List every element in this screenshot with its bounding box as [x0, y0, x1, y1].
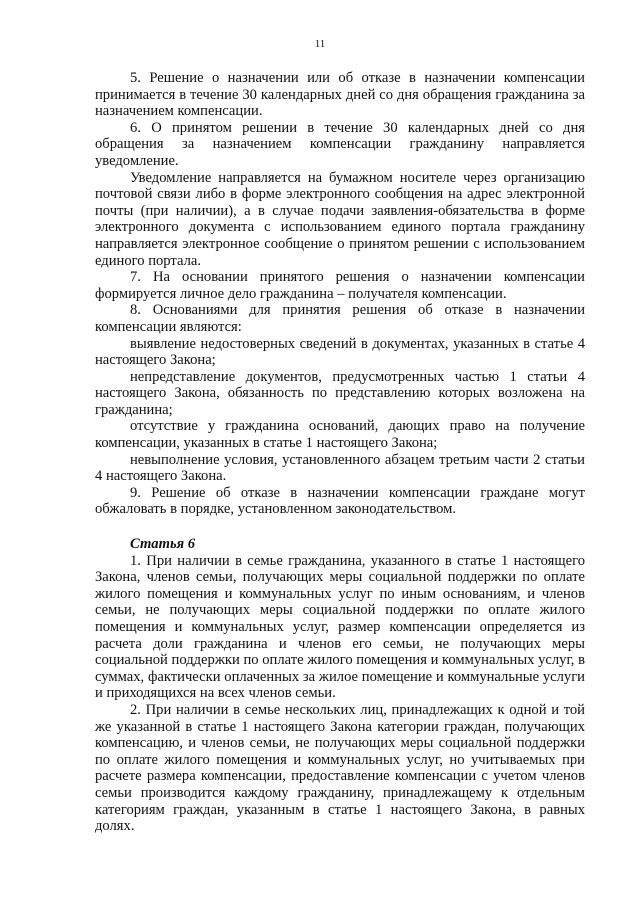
- article-heading: Статья 6: [130, 536, 196, 553]
- paragraph: 8. Основаниями для принятия решения об отказе в назначении компенсации являются:: [95, 302, 585, 335]
- paragraph: Уведомление направляется на бумажном носителе через организацию почтовой связи либо в форме электронного сообщения на адрес электронной почты (при наличии), а в случае подачи заявления-обязательства в форме электронного документа с использованием единого портала гражданину направляется электронное сообщение о принятом решении с использованием единого портала.: [95, 169, 585, 269]
- paragraph: отсутствие у гражданина оснований, дающих право на получение компенсации, указанных в статье 1 настоящего Закона;: [95, 418, 585, 452]
- paragraph: 9. Решение об отказе в назначении компенсации граждане могут обжаловать в порядке, установленном законодательством.: [95, 484, 585, 518]
- page-number: 11: [314, 38, 326, 50]
- paragraph: 6. О принятом решении в течение 30 календарных дней со дня обращения за назначением компенсации гражданину направляется уведомление.: [95, 119, 585, 169]
- paragraph: 1. При наличии в семье гражданина, указанного в статье 1 настоящего Закона, членов семьи, получающих меры социальной поддержки по оплате жилого помещения и коммунальных услуг по иным основаниям, и членов семьи, не получающих меры социальной поддержки по оплате жилого помещения и коммунальных услуг, размер компенсации определяется из расчета доли гражданина и членов его семьи, не получающих меры социальной поддержки по оплате жилого помещения и коммунальных услуг, в суммах, фактически оплаченных за жилое помещение и коммунальные услуги и приходящихся на всех членов семьи.: [95, 552, 585, 702]
- paragraph: непредставление документов, предусмотренных частью 1 статьи 4 настоящего Закона, обязанность по представлению которых возложена на гражданина;: [95, 368, 585, 418]
- paragraph: 7. На основании принятого решения о назначении компенсации формируется личное дело гражданина – получателя компенсации.: [95, 269, 585, 302]
- paragraph: невыполнение условия, установленного абзацем третьим части 2 статьи 4 настоящего Закона.: [95, 451, 585, 485]
- paragraph: 5. Решение о назначении или об отказе в назначении компенсации принимается в течение 30 календарных дней со дня обращения гражданина за назначением компенсации.: [95, 70, 585, 120]
- paragraph: 2. При наличии в семье нескольких лиц, принадлежащих к одной и той же указанной в статье 1 настоящего Закона категории граждан, получающих компенсацию, и членов семьи, не получающих меры социальной поддержки по оплате жилого помещения и коммунальных услуг, но учитываемых при расчете размера компенсации, предоставление компенсации с учетом членов семьи производится каждому гражданину, принадлежащему к отдельным категориям граждан, указанным в статье 1 настоящего Закона, в равных долях.: [95, 701, 585, 835]
- paragraph: выявление недостоверных сведений в документах, указанных в статье 4 настоящего Закона;: [95, 335, 585, 369]
- document-body: [95, 70, 585, 835]
